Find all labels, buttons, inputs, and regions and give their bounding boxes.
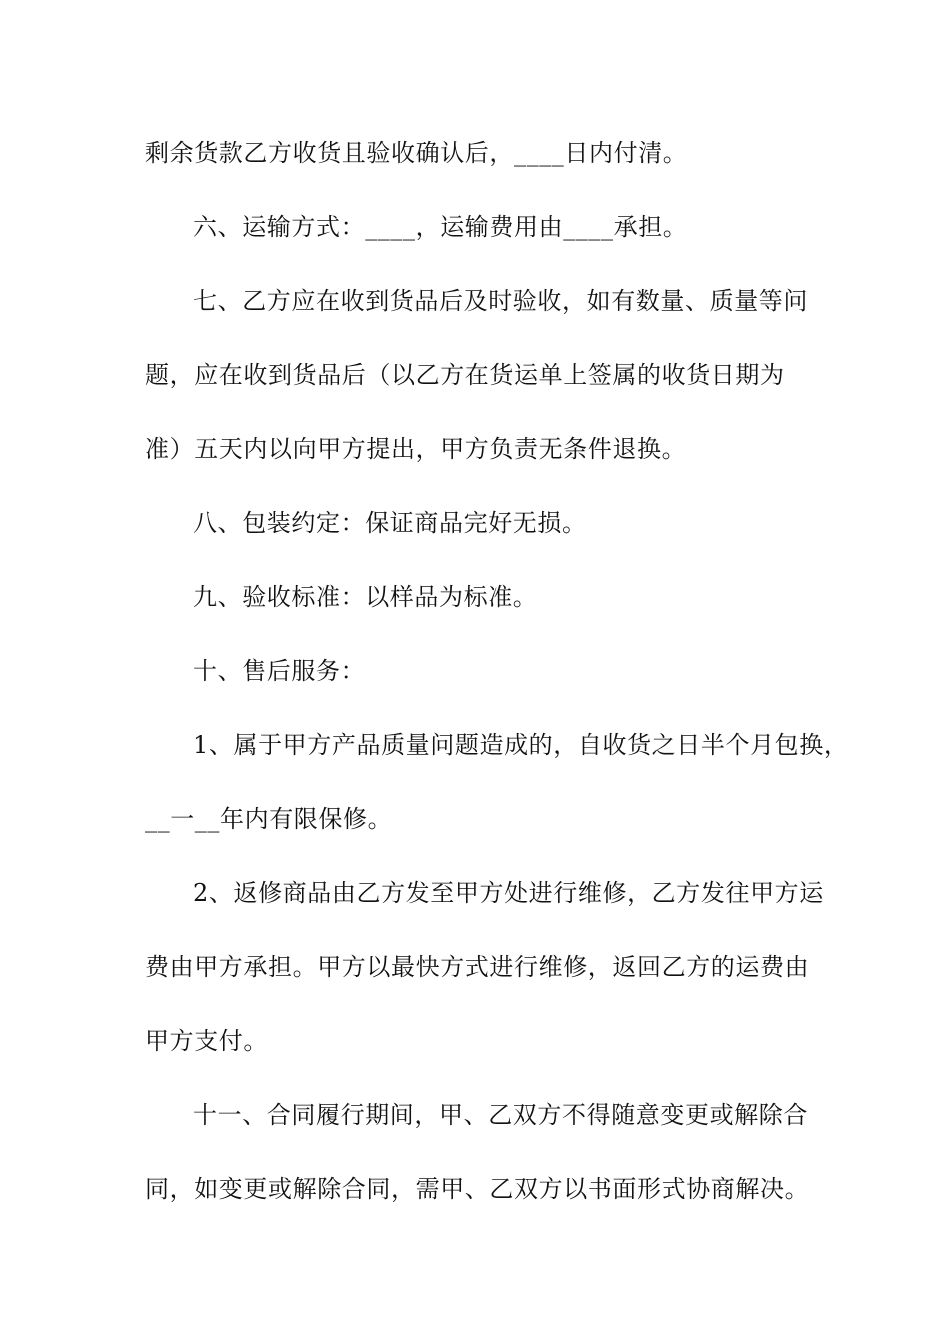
text-line-clause-10-after-sales: 十、售后服务： — [193, 657, 366, 685]
text-line-clause-7-inspection: 七、乙方应在收到货品后及时验收，如有数量、质量等问 — [193, 287, 808, 315]
text-line-clause-7-continued: 题，应在收到货品后（以乙方在货运单上签属的收货日期为 — [145, 361, 785, 389]
text-line-clause-11-continued: 同，如变更或解除合同，需甲、乙双方以书面形式协商解决。 — [145, 1175, 810, 1203]
text-line-clause-7-end: 准）五天内以向甲方提出，甲方负责无条件退换。 — [145, 435, 687, 463]
text-line-item-2-end: 甲方支付。 — [145, 1027, 268, 1055]
text-line-item-2-repair: 2、返修商品由乙方发至甲方处进行维修，乙方发往甲方运 — [193, 879, 824, 907]
text-line-clause-9-standard: 九、验收标准：以样品为标准。 — [193, 583, 538, 611]
text-line-item-1-continued: __一__年内有限保修。 — [145, 805, 393, 833]
text-line-clause-6-transport: 六、运输方式：____，运输费用由____承担。 — [193, 213, 688, 241]
text-line-item-1-warranty: 1、属于甲方产品质量问题造成的，自收货之日半个月包换， — [193, 731, 849, 759]
text-line-clause-11-contract-change: 十一、合同履行期间，甲、乙双方不得随意变更或解除合 — [193, 1101, 808, 1129]
text-line-item-2-continued: 费由甲方承担。甲方以最快方式进行维修，返回乙方的运费由 — [145, 953, 810, 981]
text-line-remaining-payment: 剩余货款乙方收货且验收确认后，____日内付清。 — [145, 139, 688, 167]
text-line-clause-8-packaging: 八、包装约定：保证商品完好无损。 — [193, 509, 587, 537]
